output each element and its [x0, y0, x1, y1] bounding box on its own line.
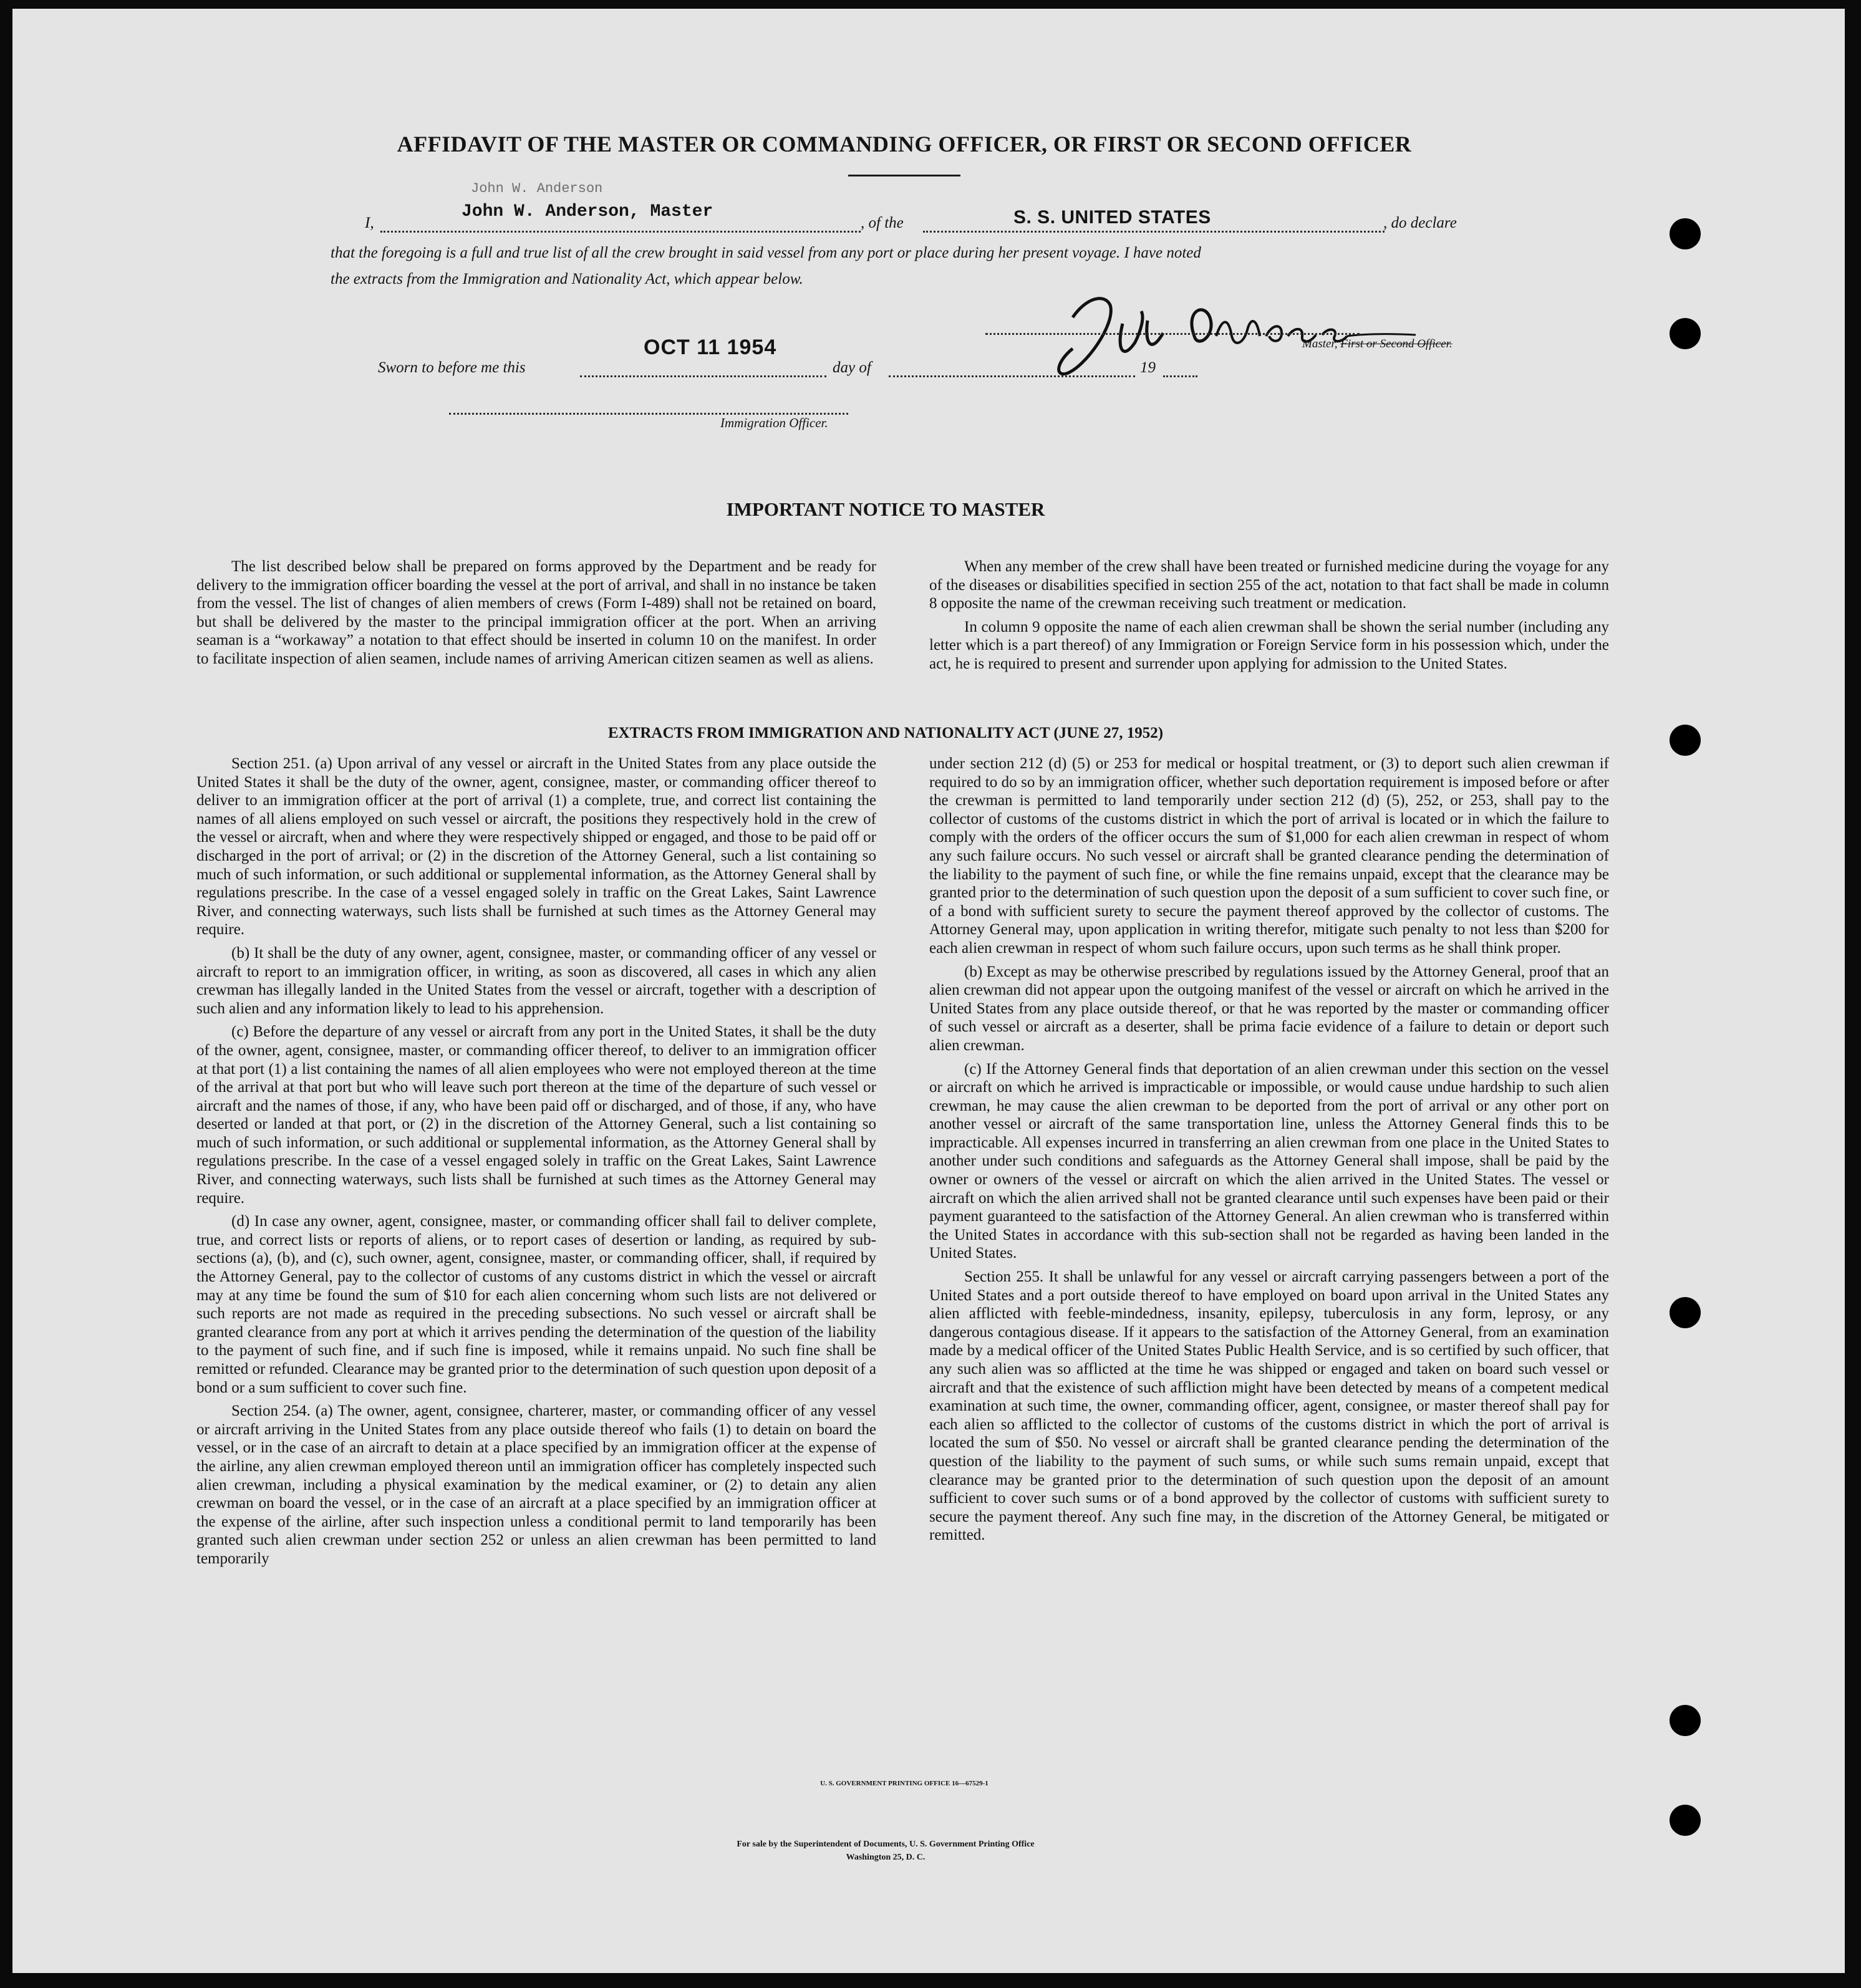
extracts-left-column	[196, 755, 876, 1573]
name-dotted-line	[380, 231, 861, 233]
extract-paragraph: Section 255. It shall be unlawful for any vessel or aircraft carrying passengers between a port of the United States and a port outside thereof to have employed on board upon arrival in the United States any alien afflicted with feeble-mindedness, insanity, epilepsy, tuberculosis in any form, leprosy, or any dangerous contagious disease. If it appears to the satisfaction of the Attorney General, from an examination made by a medical officer of the United States Public Health Service, and is so certified by such officer, that any such alien was so afflicted at the time he was shipped or engaged and taken on board such vessel or aircraft and that the existence of such affliction might have been detected by means of a competent medical examination at such time, the owner, commanding officer, agent, consignee, or master thereof shall pay for each alien so afflicted to the collector of customs of the customs district in which the port of arrival is located the sum of $50. No vessel or aircraft shall be granted clearance pending the determination of the question of the liability to the payment of such sums, or while such sums remain unpaid, except that clearance may be granted prior to the determination of such question upon the deposit of an amount sufficient to cover such sums or of a bond approved by the collector of customs with sufficient surety to secure the payment thereof. Any such fine may, in the discretion of the Attorney General, be mitigated or remitted.	[929, 1268, 1609, 1544]
year-prefix: 19	[1140, 359, 1156, 376]
punch-hole	[1670, 1805, 1701, 1836]
extract-paragraph: (d) In case any owner, agent, consignee, master, or commanding officer shall fail to deliver complete, true, and correct lists or reports of aliens, or to report cases of desertion or landing, as required by sub-sections (a), (b), and (c), such owner, agent, consignee, master, or commanding officer, shall, if required by the Attorney General, pay to the collector of customs of any customs district in which the vessel or aircraft may at any time be found the sum of $10 for each alien concerning whom such lists are not delivered or such reports are not made as required in the preceding subsections. No such vessel or aircraft shall be granted clearance from any port at which it arrives pending the determination of the question of the liability to the payment of such fine, and if such fine is imposed, while it remains unpaid. No such fine shall be remitted or refunded. Clearance may be granted prior to the determination of such question upon deposit of a bond or a sum sufficient to cover such fine.	[196, 1213, 876, 1396]
master-officer-label	[1302, 337, 1453, 351]
gpo-line: U. S. GOVERNMENT PRINTING OFFICE 16—67529-1	[820, 1780, 989, 1787]
sale-line-1: For sale by the Superintendent of Documents, U. S. Government Printing Office	[737, 1840, 1035, 1849]
ship-dotted-line	[923, 231, 1385, 233]
officer-dotted-line	[449, 413, 848, 415]
extract-paragraph: (b) It shall be the duty of any owner, agent, consignee, master, or commanding officer of any vessel or aircraft to report to an immigration officer, in writing, as soon as discovered, all cases in which any alien crewman has illegally landed in the United States from the vessel or aircraft, together with a description of such alien and any information likely to lead to his apprehension.	[196, 944, 876, 1017]
punch-hole	[1670, 318, 1701, 349]
declaration-statement-1: that the foregoing is a full and true list of all the crew brought in said vessel from any port or place during her present voyage. I have noted	[331, 244, 1201, 261]
master-label: Master,	[1302, 337, 1338, 350]
declaration-statement-2: the extracts from the Immigration and Nationality Act, which appear below.	[331, 271, 803, 287]
extract-paragraph: (b) Except as may be otherwise prescribed by regulations issued by the Attorney General, proof that an alien crewman did not appear upon the outgoing manifest of the vessel or aircraft on which he arrived in the United States from any place outside thereof, or that he was reported by the master or commanding officer of such vessel or aircraft as a deserter, shall be prima facie evidence of a failure to detain or deport such alien crewman.	[929, 963, 1609, 1054]
sworn-dotted-line	[580, 375, 826, 377]
extract-paragraph: Section 254. (a) The owner, agent, consignee, charterer, master, or commanding officer of any vessel or aircraft arriving in the United States from any place outside thereof who fails (1) to detain on board the vessel, or in the case of an aircraft to detain at a place specified by an immigration officer at the expense of the airline, any alien crewman employed thereon until an immigration officer has completely inspected such alien crewman, including a physical examination by the medical examiner, or (2) to detain any alien crewman on board the vessel, or in the case of an aircraft at a place specified by an immigration officer at the expense of the airline, after such inspection unless a conditional permit to land temporarily has been granted such alien crewman under section 252 or unless an alien crewman has been permitted to land temporarily	[196, 1402, 876, 1567]
notice-right-column	[929, 557, 1609, 678]
affidavit-page	[12, 9, 1845, 1973]
extracts-title: EXTRACTS FROM IMMIGRATION AND NATIONALITY ACT (JUNE 27, 1952)	[607, 725, 1164, 741]
handwritten-name: John W. Anderson	[471, 181, 603, 196]
ship-name: S. S. UNITED STATES	[1013, 207, 1211, 228]
master-signature	[1029, 274, 1478, 380]
signature-dotted-line	[985, 333, 1360, 335]
title-rule	[848, 175, 960, 176]
year-dotted-line	[1163, 375, 1197, 377]
punch-hole	[1670, 1705, 1701, 1736]
punch-hole	[1670, 1297, 1701, 1328]
notice-paragraph: In column 9 opposite the name of each alien crewman shall be shown the serial number (including any letter which is a part thereof) of any Immigration or Foreign Service form in his possession which, under the act, he is required to present and surrender upon applying for admission to the United States.	[929, 618, 1609, 672]
extract-paragraph: under section 212 (d) (5) or 253 for medical or hospital treatment, or (3) to deport such alien crewman if required to do so by an immigration officer, whether such deportation requirement is imposed before or after the crewman is permitted to land temporarily under section 212 (d) (5), 252, or 253, shall pay to the collector of customs of the customs district in which the port of arrival is located or in which the failure to comply with the orders of the officer occurs the sum of $1,000 for each alien crewman in respect of whom any such failure occurs. No such vessel or aircraft shall be granted clearance pending the determination of the liability to the payment of such fine, or while the fine remains unpaid, except that the clearance may be granted prior to the determination of such question upon the deposit of a sum sufficient to cover such fine, or of a bond with sufficient surety to secure the payment thereof approved by the collector of customs. The Attorney General may, upon application in writing therefor, mitigate such penalty to not less than $200 for each alien crewman in respect of whom such failure occurs, upon such terms as he shall think proper.	[929, 755, 1609, 957]
punch-hole	[1670, 725, 1701, 756]
sworn-label: Sworn to before me this	[378, 359, 526, 376]
master-name: John W. Anderson, Master	[462, 202, 713, 221]
day-of-label: day of	[833, 359, 871, 376]
notice-left-column	[196, 557, 876, 673]
of-the-label: , of the	[861, 215, 904, 231]
date-stamp: OCT 11 1954	[644, 335, 777, 359]
extracts-right-column	[929, 755, 1609, 1550]
struck-officer-label: First or Second Officer.	[1340, 337, 1453, 350]
extract-paragraph: (c) If the Attorney General finds that deportation of an alien crewman under this section on the vessel or aircraft on which he arrived is impracticable or impossible, or would cause undue hardship to such alien crewman, he may cause the alien crewman to be deported from the port of arrival or any other port on another vessel or aircraft of the same transportation line, unless the Attorney General finds this to be impracticable. All expenses incurred in transferring an alien crewman from one place in the United States to another under such conditions and safeguards as the Attorney General shall impose, shall be paid by the owner or owners of the vessel or aircraft on which the alien arrived in the United States. The vessel or aircraft on which the alien arrived shall not be granted clearance until such expenses have been paid or their payment guaranteed to the satisfaction of the Attorney General. An alien crewman who is transferred within the United States in accordance with this sub-section shall not be regarded as having been landed in the United States.	[929, 1060, 1609, 1262]
immigration-officer-label: Immigration Officer.	[720, 415, 828, 430]
declaration-prefix: I,	[365, 215, 374, 231]
notice-paragraph: When any member of the crew shall have been treated or furnished medicine during the voyage for any of the diseases or disabilities specified in section 255 of the act, notation to that fact shall be made in column 8 opposite the name of the crewman receiving such treatment or medication.	[929, 558, 1609, 612]
day-dotted-line	[889, 375, 1135, 377]
do-declare-label: , do declare	[1383, 215, 1457, 231]
extract-paragraph: (c) Before the departure of any vessel or aircraft from any port in the United States, it shall be the duty of the owner, agent, consignee, master, or commanding officer thereof, to deliver to an immigration officer at that port (1) a list containing the names of all alien employees who were not employed thereon at the time of the arrival at that port but who will leave such port thereon at the time of the departure of such vessel or aircraft and the names of those, if any, who have been paid off or discharged, and of those, if any, who have deserted or landed at that port, or (2) in the discretion of the Attorney General, such a list containing so much of such information, or such additional or supplemental information, as the Attorney General shall by regulations prescribe. In the case of a vessel engaged solely in traffic on the Great Lakes, Saint Lawrence River, and connecting waterways, such lists shall be furnished at such times as the Attorney General may require.	[196, 1023, 876, 1207]
sale-line-2: Washington 25, D. C.	[846, 1853, 926, 1862]
affidavit-title: AFFIDAVIT OF THE MASTER OR COMMANDING OFFICER, OR FIRST OR SECOND OFFICER	[397, 132, 1412, 157]
extract-paragraph: Section 251. (a) Upon arrival of any vessel or aircraft in the United States from any place outside the United States it shall be the duty of the owner, agent, consignee, master, or commanding officer thereof to deliver to an immigration officer at the port of arrival (1) a complete, true, and correct list containing the names of all aliens employed on such vessel or aircraft, the positions they respectively hold in the crew of the vessel or aircraft, when and where they were respectively shipped or engaged, and those to be paid off or discharged in the port of arrival; or (2) in the discretion of the Attorney General, such a list containing so much of such information, or such additional or supplemental information, as the Attorney General shall by regulations prescribe. In the case of a vessel engaged solely in traffic on the Great Lakes, Saint Lawrence River, and connecting waterways, such lists shall be furnished at such times as the Attorney General may require.	[196, 755, 876, 939]
notice-paragraph: The list described below shall be prepared on forms approved by the Department and be ready for delivery to the immigration officer boarding the vessel at the port of arrival, and shall in no instance be taken from the vessel. The list of changes of alien members of crews (Form I-489) shall not be retained on board, but shall be delivered by the master to the principal immigration officer at the port. When an arriving seaman is a “workaway” a notation to that effect should be inserted in column 10 on the manifest. In order to facilitate inspection of alien seamen, include names of arriving American citizen seamen as well as aliens.	[196, 558, 876, 667]
notice-title: IMPORTANT NOTICE TO MASTER	[726, 498, 1045, 520]
punch-hole	[1670, 218, 1701, 249]
